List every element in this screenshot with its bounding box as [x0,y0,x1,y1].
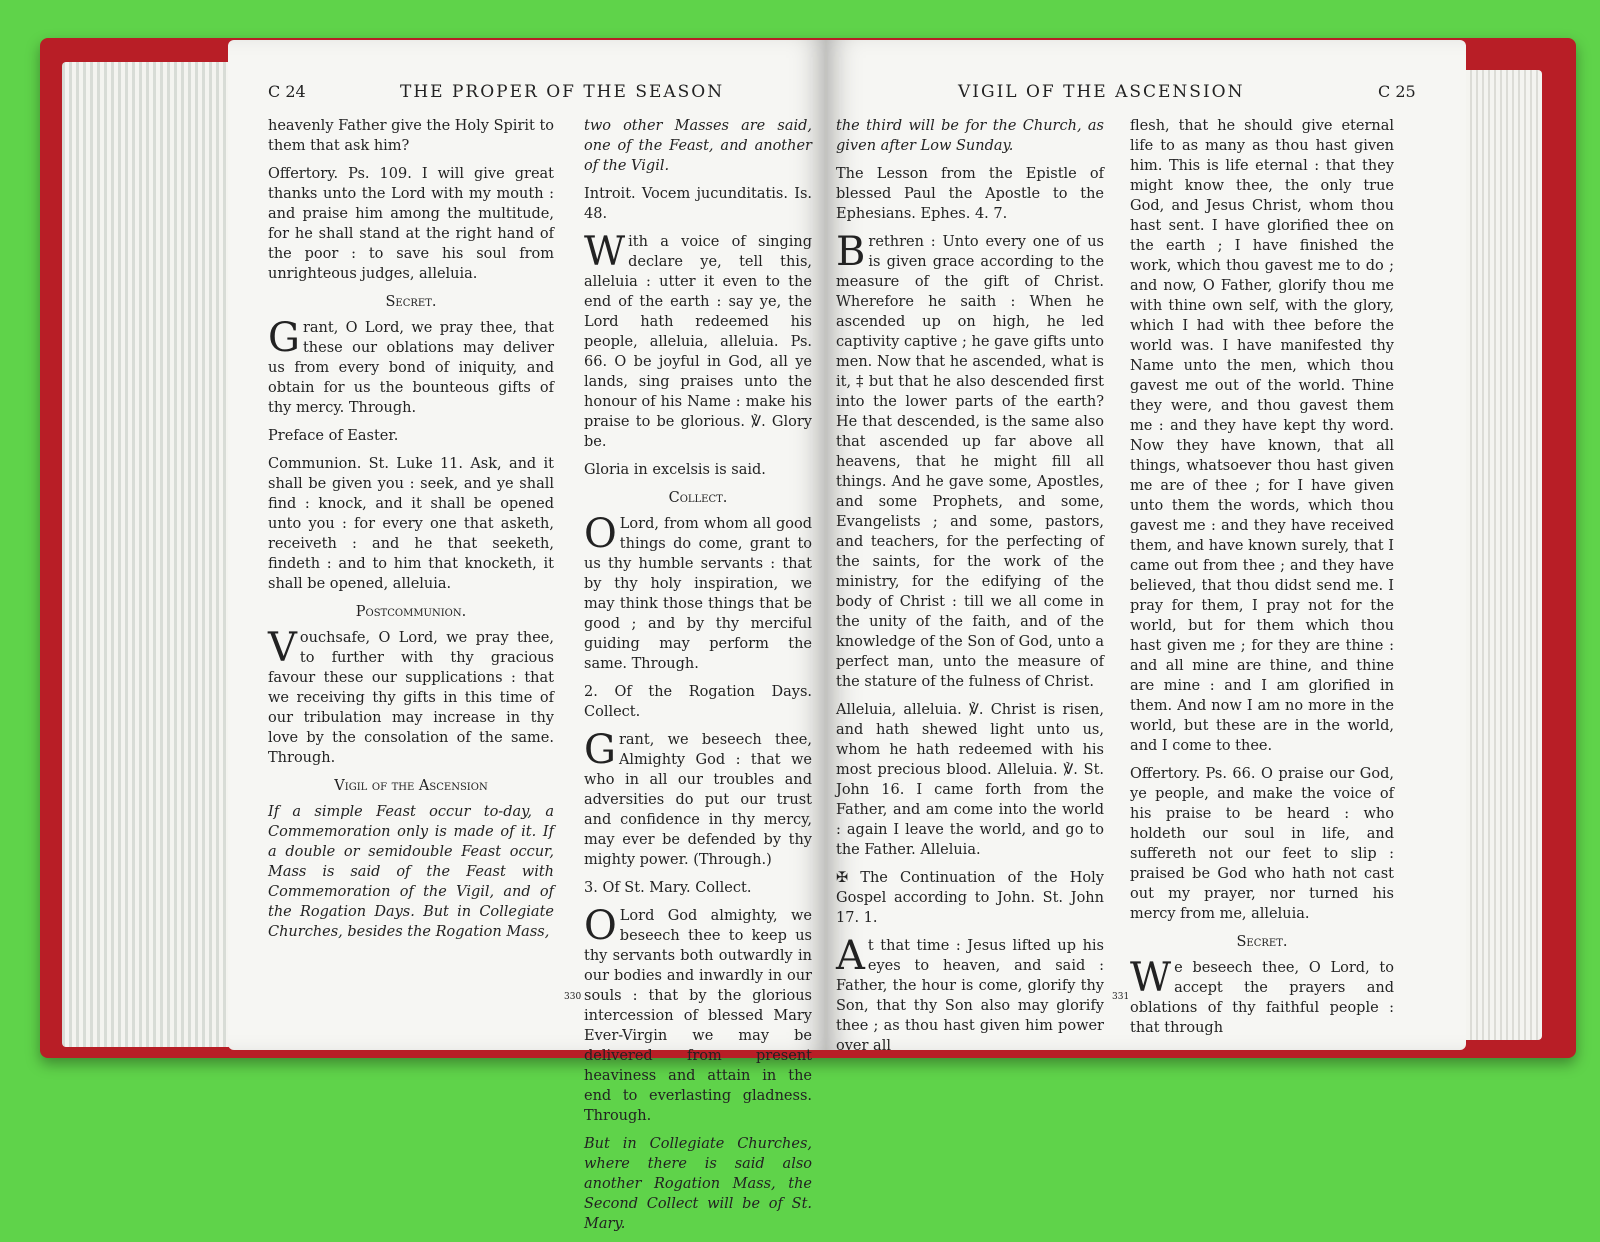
rubric: If a simple Feast occur to-day, a Commemoration only is made of it. If a double or semidouble Feast occur, Mass is said of the Feast with Commemoration of the Vigil, and of the Rogation Days. But in Collegiate Churches, besides the Rogation Mass, [268,804,554,940]
rubric: two other Masses are said, one of the Feast, and another of the Vigil. [584,118,812,174]
left-page [228,40,826,1232]
paragraph: 2. Of the Rogation Days. Collect. [584,684,812,720]
left-page-column-1 [268,116,554,950]
drop-cap: A [836,933,865,979]
right-page-column-2 [1130,116,1394,1046]
right-page [826,40,1466,1054]
paragraph: Offertory. Ps. 66. O praise our God, ye people, and make the voice of his praise to be heard : who holdeth our soul in life, and suffereth not our feet to slip : praised be God who hath not cast out my prayer, nor turned his mercy from me, alleluia. [1130,766,1394,922]
right-page-column-1 [836,116,1104,1064]
paragraph: The Lesson from the Epistle of blessed Paul the Apostle to the Ephesians. Ephes. 4. 7. [836,166,1104,222]
rubric: But in Collegiate Churches, where there is said also another Rogation Mass, the Second Collect will be of St. Mary. [584,1136,812,1232]
folio-right: 331 [1112,992,1130,1002]
page-number-right: C 25 [1378,82,1416,101]
folio-left: 330 [564,992,582,1002]
paragraph: Communion. St. Luke 11. Ask, and it shall be given you : seek, and ye shall find : knock, and it shall be opened unto you : for every one that asketh, receiveth : and he that seeketh, findeth : and to him that knocketh, it shall be opened, alleluia. [268,456,554,592]
paragraph: Preface of Easter. [268,428,399,444]
paragraph-text: ouchsafe, O Lord, we pray thee, to further with thy gracious favour these our supplications : that we receiving thy gifts in this time of our tribulation may increase in thy love by the consolation of the same. Through. [268,630,554,766]
paragraph: heavenly Father give the Holy Spirit to them that ask him? [268,118,555,154]
drop-cap: B [836,229,866,275]
drop-cap: O [584,511,617,557]
paragraph [836,933,1104,1056]
section-heading: Collect. [668,490,728,506]
left-page-header [228,82,826,108]
paragraph: ✠ The Continuation of the Holy Gospel according to John. St. John 17. 1. [836,870,1104,926]
paragraph [836,229,1104,692]
paragraph-text: Lord, from whom all good things do come, grant to us thy humble servants : that by thy holy inspiration, we may think those things that be good ; and by thy merciful guiding may perform the same. Through. [584,516,812,672]
paragraph: Offertory. Ps. 109. I will give great thanks unto the Lord with my mouth : and praise him among the multitude, for he shall stand at the right hand of the poor : to save his soul from unrighteous judges, alleluia. [268,166,554,282]
paragraph [268,315,554,418]
paragraph [268,625,554,768]
paragraph [584,903,812,1126]
running-title-left: THE PROPER OF THE SEASON [400,82,725,102]
drop-cap: G [268,315,300,361]
drop-cap: O [584,903,617,949]
paragraph-text: rant, O Lord, we pray thee, that these our oblations may deliver us from every bond of iniquity, and obtain for us the bounteous gifts of thy mercy. Through. [268,320,554,416]
section-heading: Vigil of the Ascension [334,778,488,794]
right-page-header [826,82,1466,108]
paragraph [1130,955,1394,1038]
section-heading: Secret. [385,294,437,310]
paragraph-text: rant, we beseech thee, Almighty God : that we who in all our troubles and adversities do put our trust and confidence in thy mercy, may ever be defended by thy mighty power. (Through.) [584,732,812,868]
drop-cap: G [584,727,616,773]
paragraph-text: rethren : Unto every one of us is given grace according to the measure of the gift of Christ. Wherefore he saith : When he ascended up on high, he led captivity captive ; he gave gifts unto men. Now that he ascended, what is it, ‡ but that he also descended first into the lower parts of the earth? He that descended, is the same also that ascended up far above all heavens, that he might fill all things. And he gave some, Apostles, and some Prophets, and some, Evangelists ; and some, pastors, and teachers, for the perfecting of the saints, for the work of the ministry, for the edifying of the body of Christ : till we all come in the unity of the faith, and of the knowledge of the Son of God, unto a perfect man, unto the measure of the stature of the fulness of Christ. [836,234,1104,690]
page-number-left: C 24 [268,82,306,101]
paragraph: 3. Of St. Mary. Collect. [584,880,752,896]
paragraph [584,511,812,674]
paragraph [584,229,812,452]
paragraph-text: ith a voice of singing declare ye, tell this, alleluia : utter it even to the end of the earth : say ye, the Lord hath redeemed his people, alleluia, alleluia. Ps. 66. O be joyful in God, all ye lands, sing praises unto the honour of his Name : make his praise to be glorious. ℣. Glory be. [584,234,812,450]
section-heading: Secret. [1236,934,1288,950]
left-page-column-2 [584,116,812,1242]
paragraph: flesh, that he should give eternal life to as many as thou hast given him. This is life eternal : that they might know thee, the only true God, and Jesus Christ, whom thou hast sent. I have glorified thee on the earth ; I have finished the work, which thou gavest me to do ; and now, O Father, glorify thou me with thine own self, with the glory, which I had with thee before the world was. I have manifested thy Name unto the men, which thou gavest me out of the world. Thine they were, and thou gavest them me : and they have kept thy word. Now they have known, that all things, whatsoever thou hast given me are of thee ; for I have given unto them the words, which thou gavest me : and they have received them, and have known surely, that I came out from thee ; and they have believed, that thou didst send me. I pray for them, I pray not for the world, but for them which thou hast given me ; for they are thine : and all mine are thine, and thine are mine : and I am glorified in them. And now I am no more in the world, but these are in the world, and I come to thee. [1130,118,1394,754]
page-edges-left [62,62,232,1047]
rubric: the third will be for the Church, as given after Low Sunday. [836,118,1104,154]
page-edges-right [1460,70,1542,1040]
paragraph-text: t that time : Jesus lifted up his eyes to heaven, and said : Father, the hour is come, glorify thy Son, that thy Son also may glorify thee ; as thou hast given him power over all [836,938,1104,1054]
paragraph: Gloria in excelsis is said. [584,462,766,478]
paragraph-text: Lord God almighty, we beseech thee to keep us thy servants both outwardly in our bodies and inwardly in our souls : that by the glorious intercession of blessed Mary Ever-Virgin we may be delivered from present heaviness and attain in the end to everlasting gladness. Through. [584,908,812,1124]
drop-cap: W [584,229,626,275]
drop-cap: V [268,625,297,671]
paragraph [584,727,812,870]
drop-cap: W [1130,955,1172,1001]
running-title-right: VIGIL OF THE ASCENSION [958,82,1245,102]
paragraph: Alleluia, alleluia. ℣. Christ is risen, and hath shewed light unto us, whom he hath redeemed with his most precious blood. Alleluia. ℣. St. John 16. I came forth from the Father, and am come into the world : again I leave the world, and go to the Father. Alleluia. [836,702,1104,858]
section-heading: Postcommunion. [355,604,467,620]
paragraph-text: e beseech thee, O Lord, to accept the prayers and oblations of thy faithful people : that through [1130,960,1394,1036]
paragraph: Introit. Vocem jucunditatis. Is. 48. [584,186,812,222]
